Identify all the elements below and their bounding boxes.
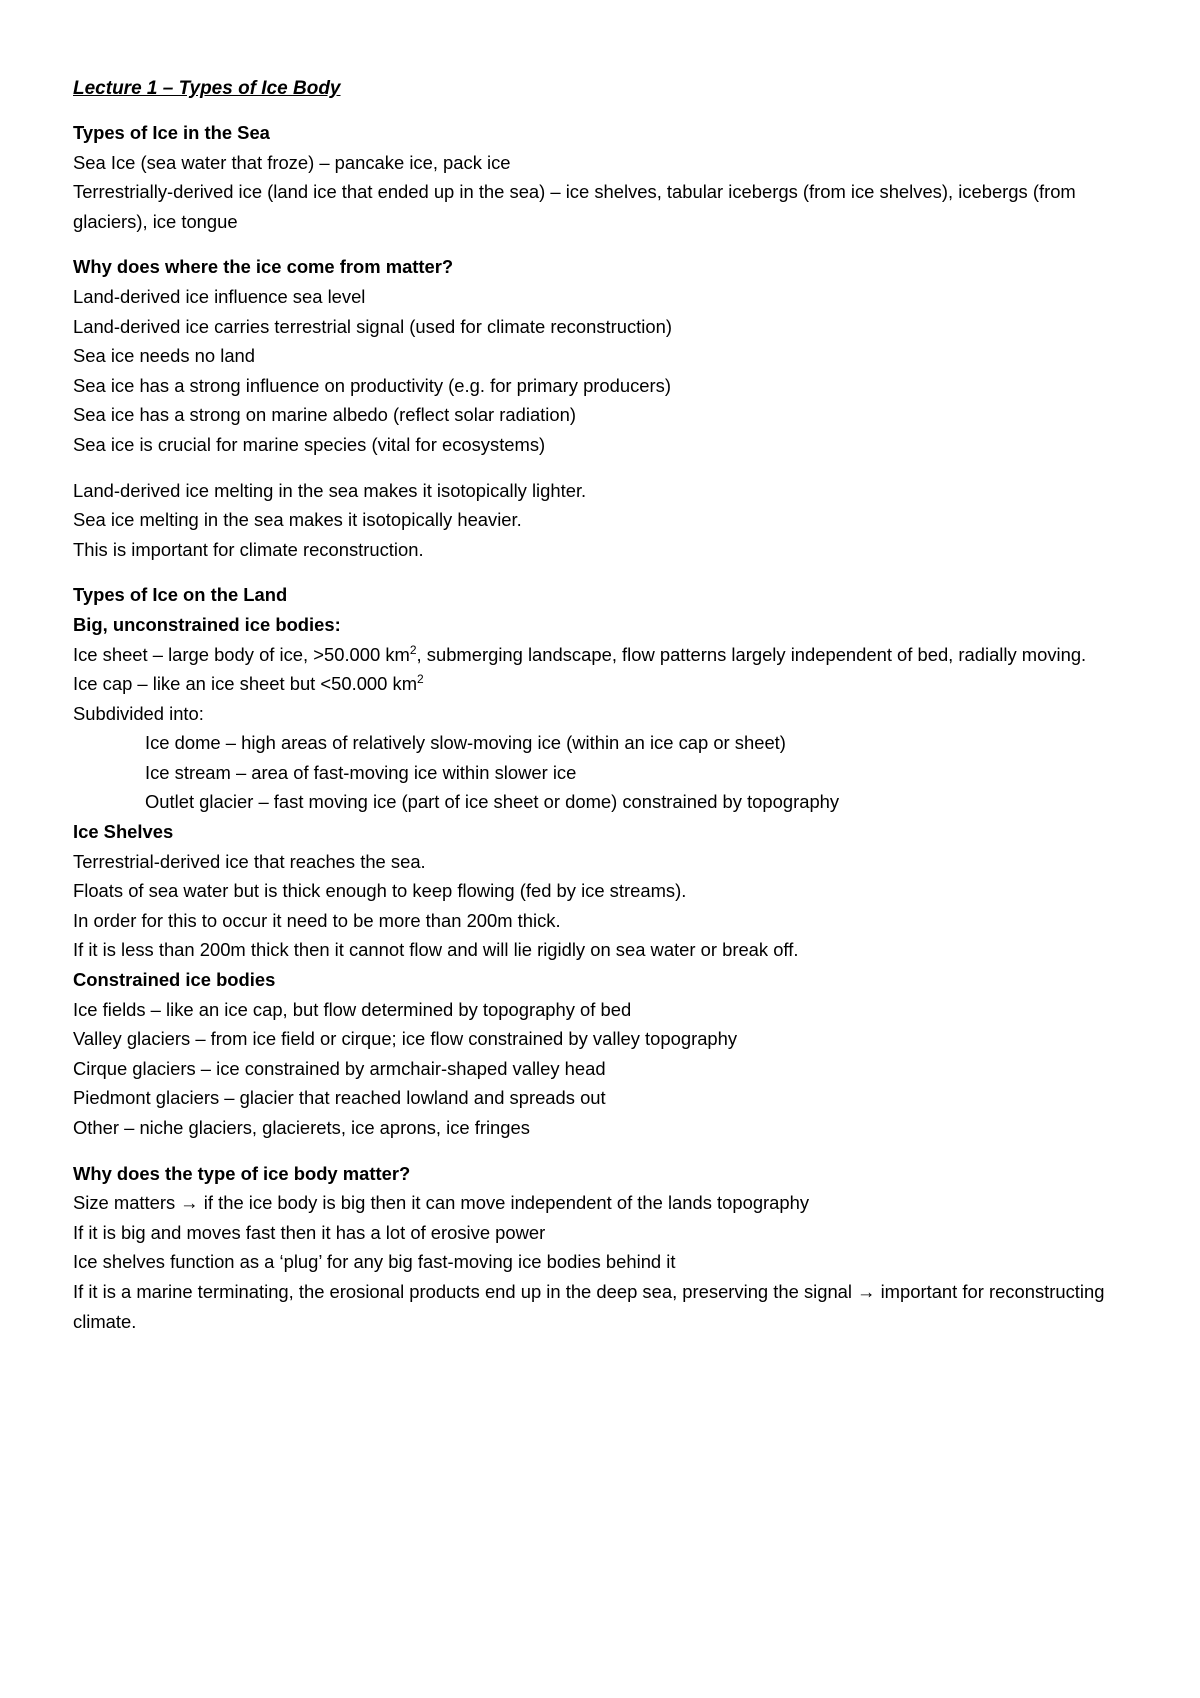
page-title: Lecture 1 – Types of Ice Body (73, 78, 341, 99)
paragraph-line-ice-sheet (73, 640, 1133, 670)
paragraph-line: Other – niche glaciers, glacierets, ice aprons, ice fringes (73, 1117, 530, 1138)
paragraph-line: Size matters → if the ice body is big then it can move independent of the lands topography (73, 1192, 810, 1214)
paragraph-line: Terrestrial-derived ice that reaches the sea. (73, 850, 426, 872)
superscript: 2 (417, 671, 424, 686)
indented-line: Ice stream – area of fast-moving ice within slower ice (145, 761, 577, 783)
section-heading-land-ice-types: Types of Ice on the Land (73, 584, 288, 606)
paragraph-line: Valley glaciers – from ice field or cirque; ice flow constrained by valley topography (73, 1028, 738, 1050)
paragraph-line-ice-cap (73, 669, 1133, 699)
paragraph-line: In order for this to occur it need to be more than 200m thick. (73, 909, 561, 931)
section-heading-sea-ice-types: Types of Ice in the Sea (73, 122, 270, 143)
paragraph-line: Land-derived ice melting in the sea makes it isotopically lighter. (73, 479, 587, 501)
paragraph-line: Sea ice has a strong on marine albedo (reflect solar radiation) (73, 404, 576, 426)
section-heading-why-type-matters: Why does the type of ice body matter? (73, 1162, 411, 1184)
paragraph-line: Terrestrially-derived ice (land ice that ended up in the sea) – ice shelves, tabular icebergs (from ice shelves), icebergs (from glaciers), ice tongue (73, 181, 1076, 232)
paragraph-line: If it is big and moves fast then it has a lot of erosive power (73, 1221, 546, 1243)
paragraph-line: If it is less than 200m thick then it cannot flow and will lie rigidly on sea water or break off. (73, 939, 799, 961)
paragraph-line: Floats of sea water but is thick enough to keep flowing (fed by ice streams). (73, 880, 687, 902)
paragraph-line: Piedmont glaciers – glacier that reached lowland and spreads out (73, 1087, 606, 1109)
paragraph-line: Land-derived ice influence sea level (73, 285, 366, 307)
subheading-constrained: Constrained ice bodies (73, 969, 276, 991)
paragraph-line: Ice shelves function as a ‘plug’ for any big fast-moving ice bodies behind it (73, 1251, 676, 1273)
section-heading-why-origin-matters: Why does where the ice come from matter? (73, 256, 454, 278)
paragraph-line: Cirque glaciers – ice constrained by armchair-shaped valley head (73, 1057, 606, 1079)
subheading-ice-shelves: Ice Shelves (73, 821, 174, 843)
superscript: 2 (409, 642, 417, 657)
paragraph-line: This is important for climate reconstruction. (73, 538, 424, 560)
paragraph-line: Sea ice is crucial for marine species (vital for ecosystems) (73, 433, 546, 455)
ice-sheet-text-a: Ice sheet – large body of ice, >50.000 km (73, 643, 410, 665)
paragraph-line: Land-derived ice carries terrestrial signal (used for climate reconstruction) (73, 315, 672, 337)
indented-line: Ice dome – high areas of relatively slow-moving ice (within an ice cap or sheet) (145, 732, 786, 754)
ice-cap-text: Ice cap – like an ice sheet but <50.000 km (73, 673, 418, 695)
paragraph-line: If it is a marine terminating, the erosional products end up in the deep sea, preserving the signal → important for reconstructing climate. (73, 1280, 1105, 1332)
paragraph-line: Sea Ice (sea water that froze) – pancake ice, pack ice (73, 151, 511, 173)
paragraph-line: Sea ice has a strong influence on productivity (e.g. for primary producers) (73, 374, 671, 396)
ice-sheet-text-b: , submerging landscape, flow patterns largely independent of bed, radially moving. (416, 643, 1087, 665)
paragraph-line: Sea ice needs no land (73, 345, 256, 367)
paragraph-line: Ice fields – like an ice cap, but flow determined by topography of bed (73, 998, 632, 1020)
subheading-unconstrained: Big, unconstrained ice bodies: (73, 613, 341, 635)
paragraph-line: Subdivided into: (73, 702, 204, 724)
indented-line: Outlet glacier – fast moving ice (part of ice sheet or dome) constrained by topography (145, 791, 840, 813)
document-page (73, 74, 1133, 1336)
paragraph-line: Sea ice melting in the sea makes it isotopically heavier. (73, 509, 522, 531)
